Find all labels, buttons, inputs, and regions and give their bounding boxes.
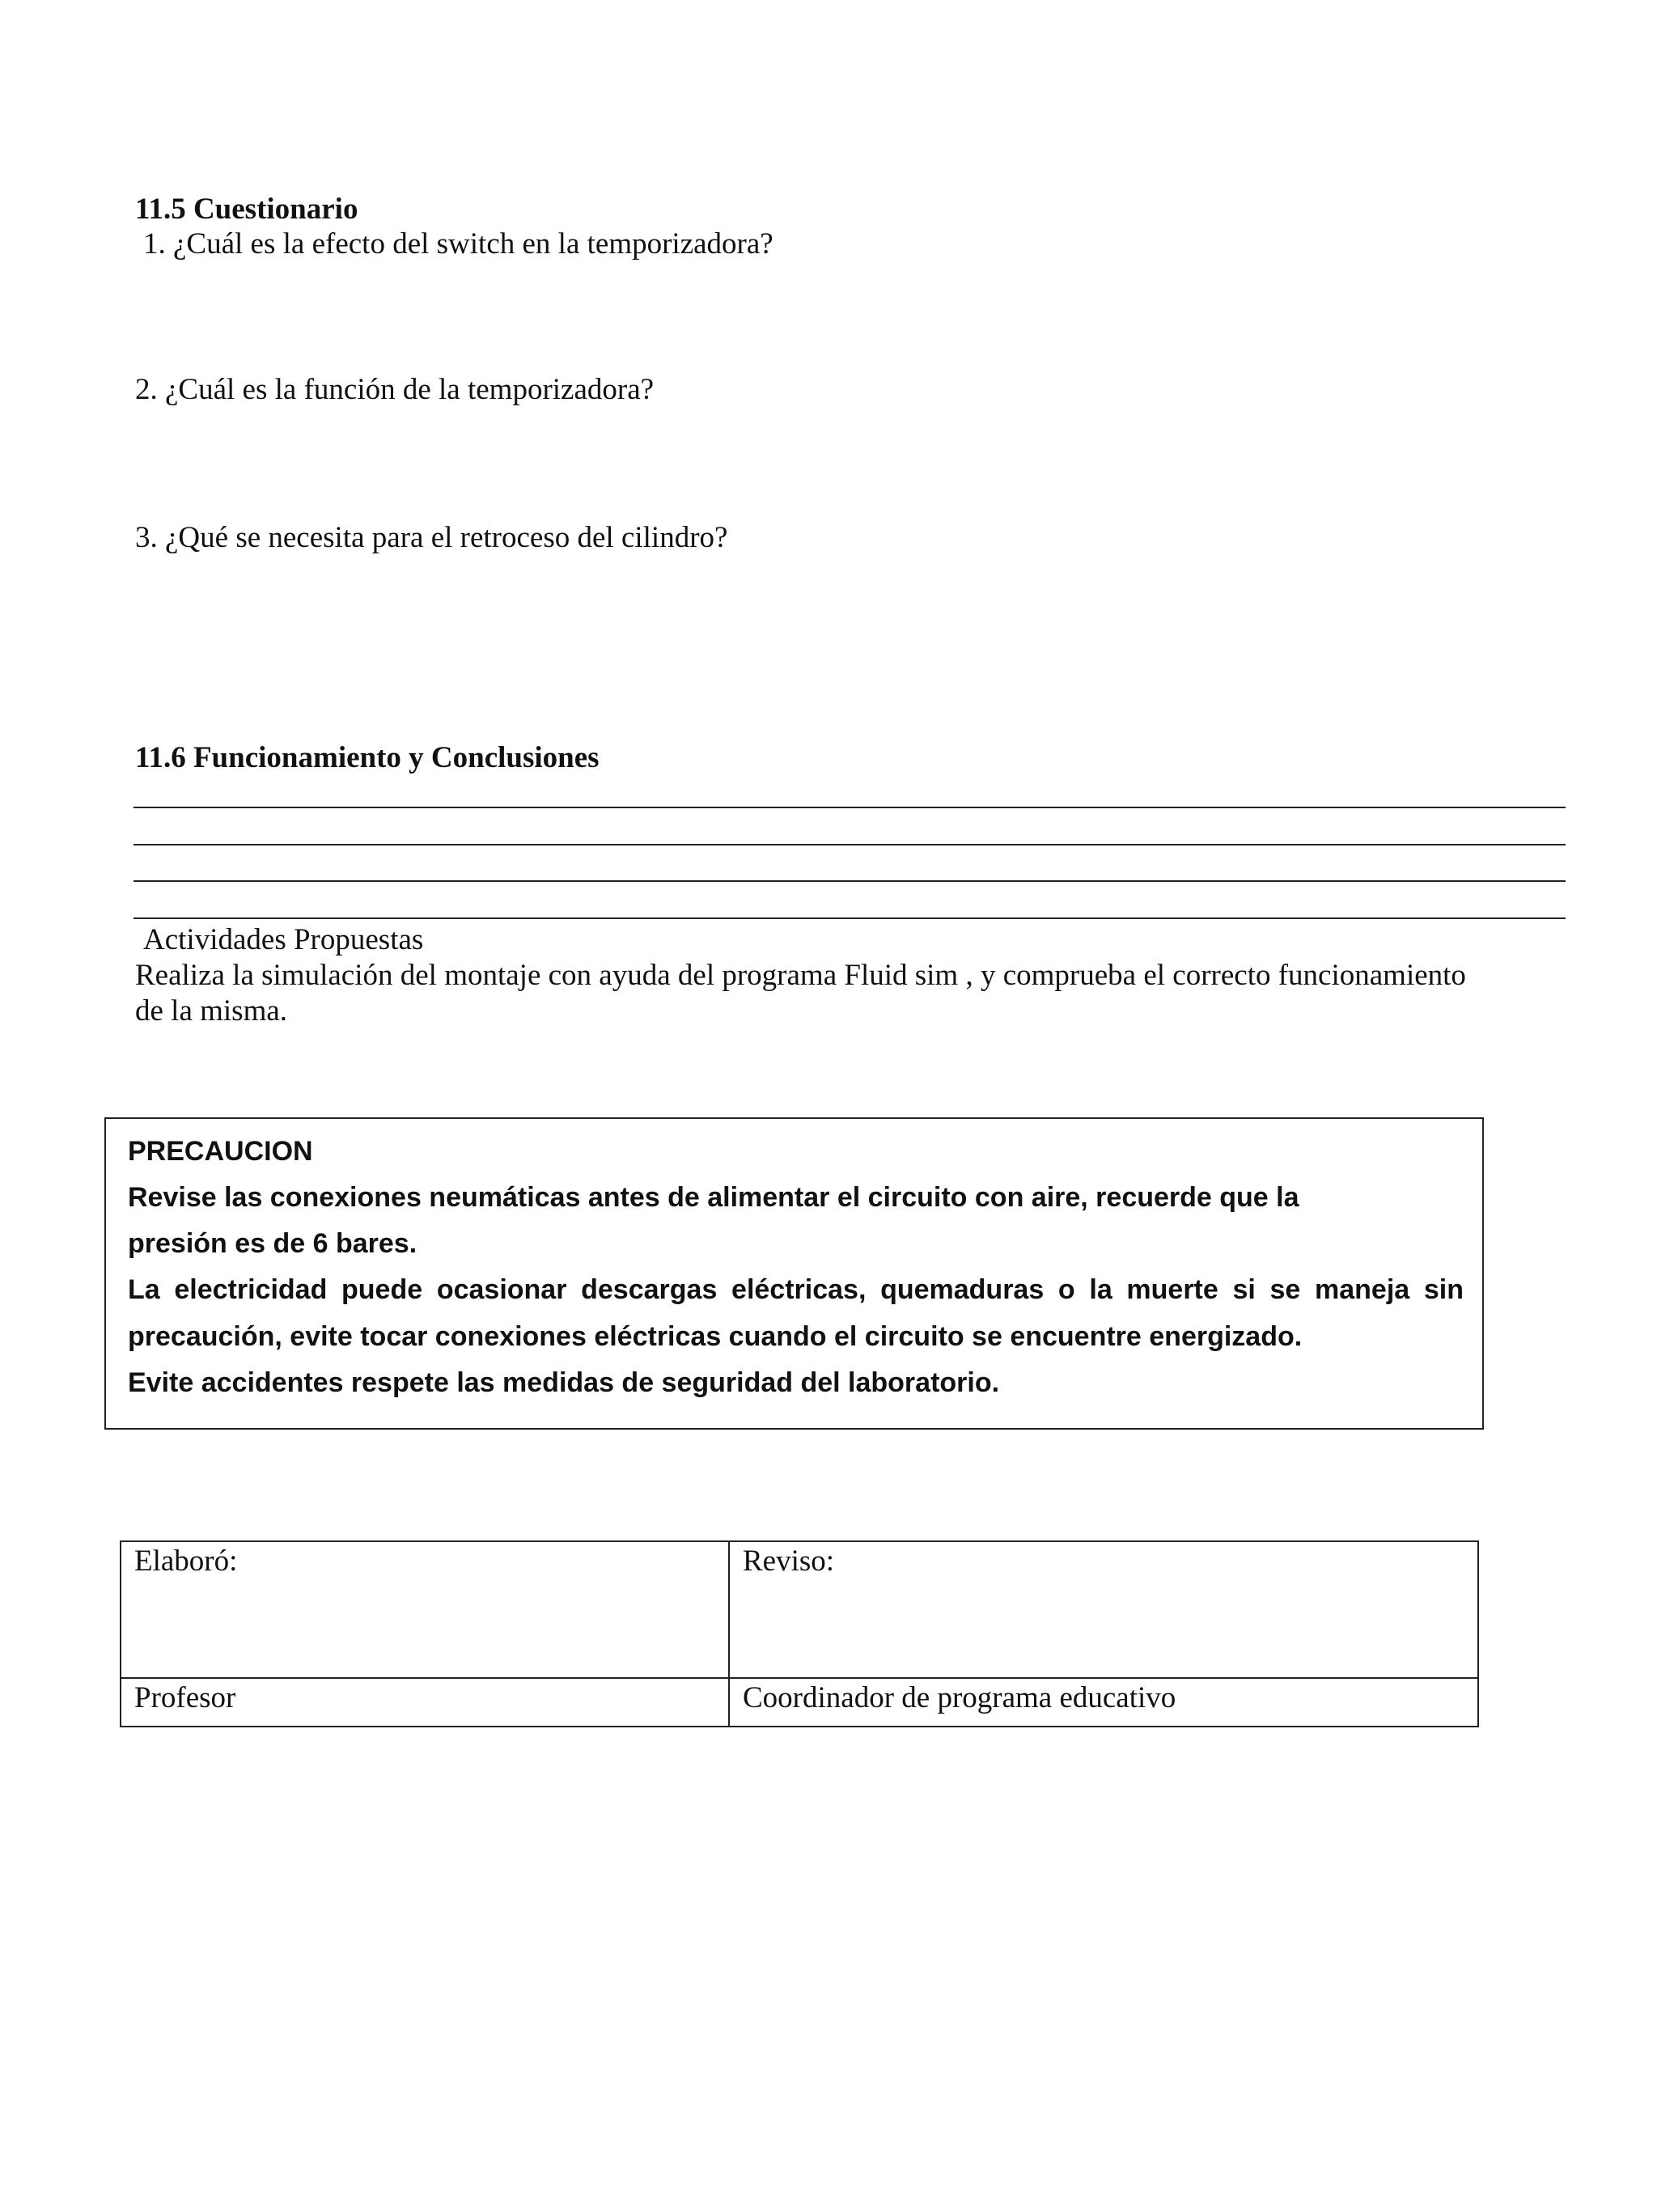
reviewed-by-cell (729, 1541, 1478, 1678)
reviewed-role: Coordinador de programa educativo (743, 1681, 1176, 1714)
precaution-line-3: La electricidad puede ocasionar descargas eléctricas, quemaduras o la muerte si se maneja sin (128, 1274, 1464, 1305)
reviewed-by-label: Reviso: (743, 1545, 835, 1578)
answer-line-1 (133, 807, 1566, 808)
activities-text-line-2: de la misma. (135, 994, 288, 1028)
question-2: 2. ¿Cuál es la función de la temporizadora? (135, 373, 655, 406)
precaution-title: PRECAUCION (128, 1136, 313, 1167)
question-1: 1. ¿Cuál es la efecto del switch en la temporizadora? (143, 227, 773, 261)
prepared-role: Profesor (134, 1681, 236, 1714)
prepared-role-cell (121, 1678, 729, 1727)
precaution-line-1: Revise las conexiones neumáticas antes de alimentar el circuito con aire, recuerde que la (128, 1182, 1299, 1213)
answer-line-3 (133, 880, 1566, 882)
conclusions-heading: 11.6 Funcionamiento y Conclusiones (135, 741, 600, 774)
questionnaire-heading: 11.5 Cuestionario (135, 193, 358, 226)
reviewed-role-cell (729, 1678, 1478, 1727)
prepared-by-label: Elaboró: (134, 1545, 238, 1578)
question-3: 3. ¿Qué se necesita para el retroceso del cilindro? (135, 521, 728, 554)
precaution-line-2: presión es de 6 bares. (128, 1228, 417, 1259)
precaution-line-5: Evite accidentes respete las medidas de seguridad del laboratorio. (128, 1367, 1000, 1398)
activities-title: Actividades Propuestas (143, 923, 424, 956)
precaution-line-4: precaución, evite tocar conexiones eléctricas cuando el circuito se encuentre energizado. (128, 1321, 1303, 1352)
precaution-box (104, 1117, 1484, 1430)
activities-text-line-1: Realiza la simulación del montaje con ayuda del programa Fluid sim , y comprueba el correcto funcionamiento (135, 959, 1466, 992)
prepared-by-cell (121, 1541, 729, 1678)
answer-line-4 (133, 917, 1566, 919)
answer-line-2 (133, 844, 1566, 845)
signature-table (120, 1540, 1479, 1727)
